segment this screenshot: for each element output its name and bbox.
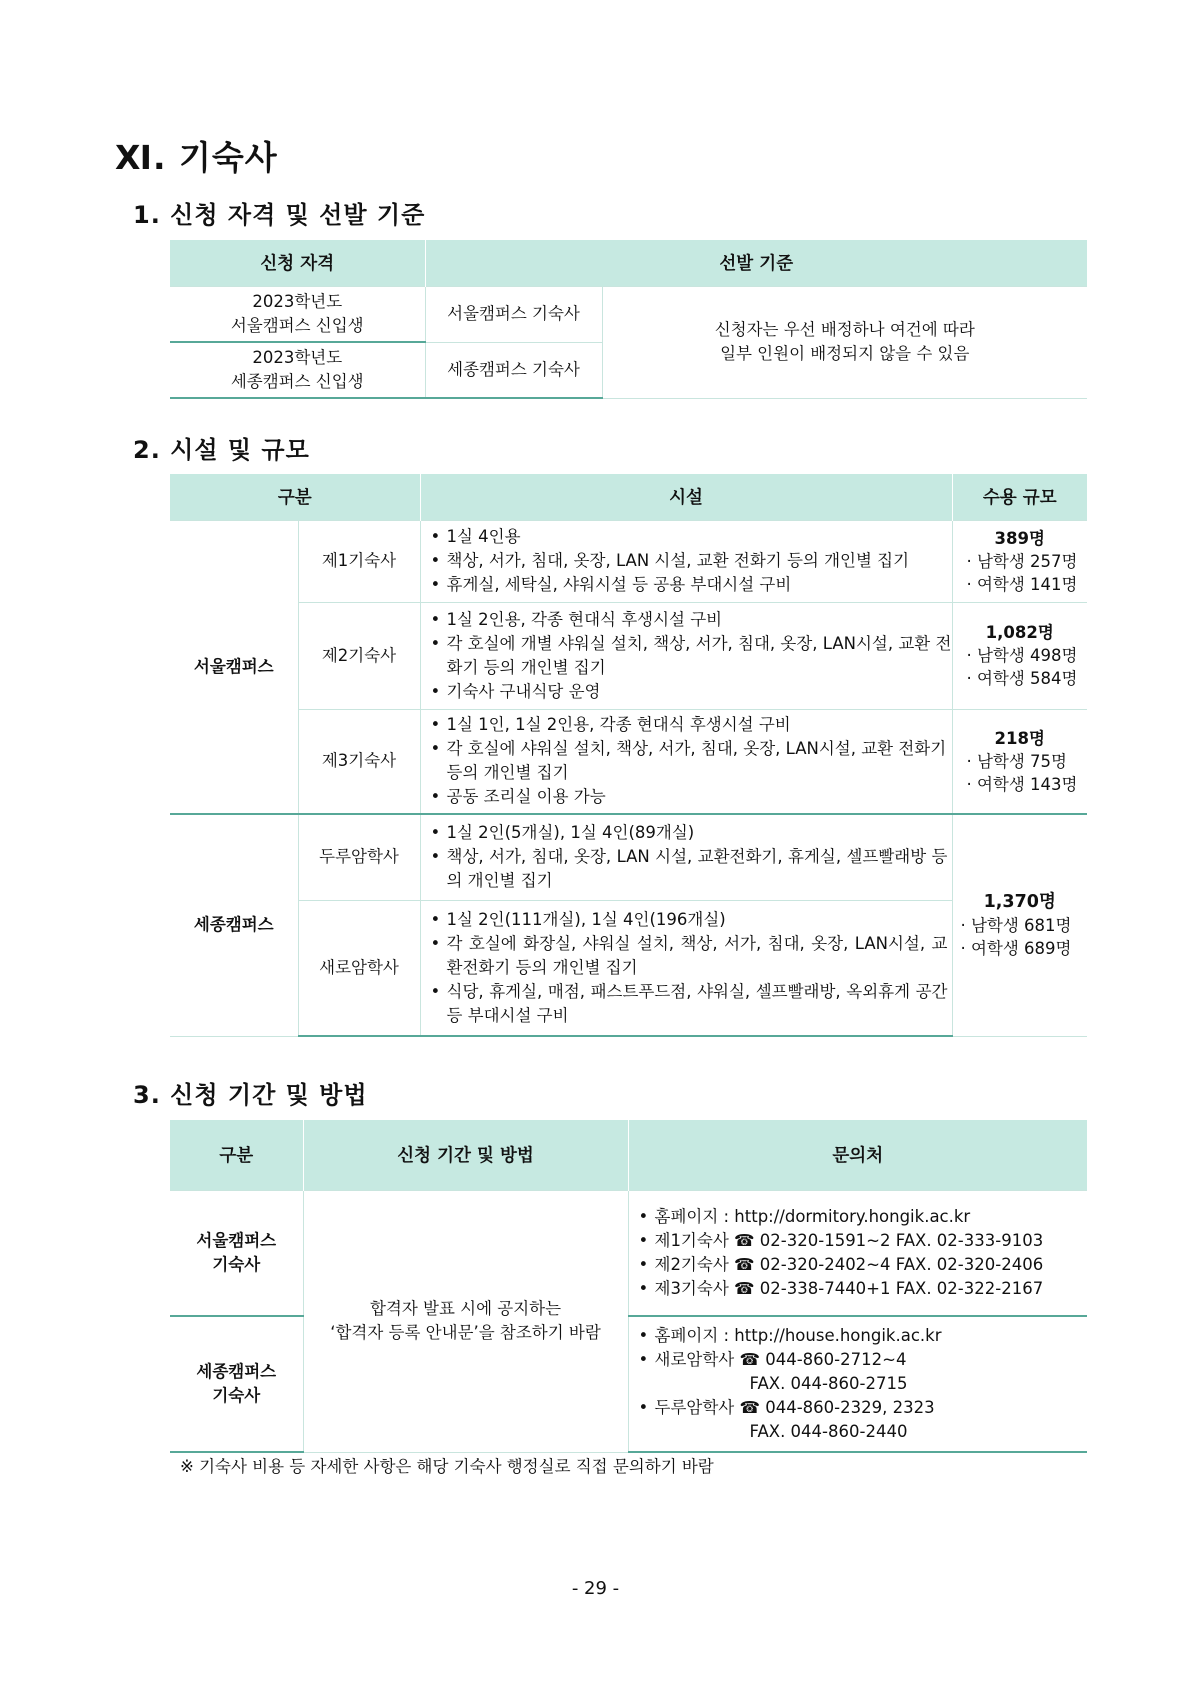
contact-item: • 제3기숙사 ☎ 02-338-7440+1 FAX. 02-322-2167 [637, 1277, 1088, 1301]
method-line: ‘합격자 등록 안내문’을 참조하기 바람 [330, 1323, 601, 1342]
facility-item: • 기숙사 구내식당 운영 [429, 680, 952, 704]
header-eligibility: 신청 자격 [170, 240, 425, 286]
capacity [952, 814, 1087, 1036]
contact-homepage: • 홈페이지 : http://dormitory.hongik.ac.kr [637, 1205, 1088, 1229]
contact-seoul [628, 1190, 1087, 1316]
contact-fax: FAX. 044-860-2715 [749, 1374, 908, 1393]
facility-item: • 1실 4인용 [429, 525, 952, 549]
eligibility-sejong [170, 342, 425, 398]
facility-item: • 1실 2인(5개실), 1실 4인(89개실) [429, 821, 948, 845]
capacity [952, 602, 1087, 709]
contact-item: • 제2기숙사 ☎ 02-320-2402~4 FAX. 02-320-2406 [637, 1253, 1088, 1277]
contact-item: • 제1기숙사 ☎ 02-320-1591~2 FAX. 02-333-9103 [637, 1229, 1088, 1253]
application-method [303, 1190, 628, 1452]
header-facility: 시설 [420, 474, 952, 520]
header-method: 신청 기간 및 방법 [303, 1120, 628, 1190]
capacity-female: · 여학생 141명 [966, 574, 1078, 594]
capacity-female: · 여학생 584명 [966, 669, 1078, 688]
facility-item: • 1실 2인(111개실), 1실 4인(196개실) [429, 908, 948, 932]
facility-item: • 각 호실에 개별 샤워실 설치, 책상, 서가, 침대, 옷장, LAN시설, 교환 전화기 등의 개인별 집기 [429, 632, 952, 680]
contact-phone: 두루암학사 ☎ 044-860-2329, 2323 [654, 1398, 935, 1417]
capacity [952, 520, 1087, 602]
chapter-title: Ⅺ. 기숙사 [115, 138, 278, 177]
facility-item: • 공동 조리실 이용 가능 [429, 785, 952, 809]
eligibility-group: 세종캠퍼스 신입생 [230, 372, 364, 391]
capacity-male: · 남학생 498명 [966, 646, 1078, 665]
facilities-table [170, 474, 1087, 1037]
capacity [952, 709, 1087, 814]
header-category: 구분 [170, 474, 420, 520]
facility-item: • 각 호실에 화장실, 샤워실 설치, 책상, 서가, 침대, 옷장, LAN시설, 교환전화기 등의 개인별 집기 [429, 932, 948, 980]
facility-item: • 책상, 서가, 침대, 옷장, LAN 시설, 교환전화기, 휴게실, 셀프빨래방 등의 개인별 집기 [429, 845, 948, 893]
label-line: 기숙사 [212, 1386, 261, 1405]
label-line: 서울캠퍼스 [196, 1230, 277, 1250]
contact-phone: 새로암학사 ☎ 044-860-2712~4 [654, 1350, 907, 1369]
capacity-female: · 여학생 689명 [960, 939, 1072, 959]
header-category: 구분 [170, 1120, 303, 1190]
dorm-name: 제2기숙사 [298, 602, 420, 709]
dorm-name: 두루암학사 [298, 814, 420, 900]
facility-item: • 1실 1인, 1실 2인용, 각종 현대식 후생시설 구비 [429, 713, 952, 737]
facility-item: • 휴게실, 세탁실, 샤워시설 등 공용 부대시설 구비 [429, 573, 952, 597]
dorm-name: 새로암학사 [298, 900, 420, 1036]
contact-fax: FAX. 044-860-2440 [749, 1422, 908, 1441]
footnote: ※ 기숙사 비용 등 자세한 사항은 해당 기숙사 행정실로 직접 문의하기 바람 [180, 1457, 714, 1476]
dorm-sejong: 세종캠퍼스 기숙사 [425, 342, 602, 398]
contact-sejong [628, 1316, 1087, 1452]
eligibility-seoul [170, 286, 425, 342]
section-title-facilities: 2. 시설 및 규모 [133, 436, 310, 464]
facility-list [420, 709, 952, 814]
facility-item: • 책상, 서가, 침대, 옷장, LAN 시설, 교환 전화기 등의 개인별 집기 [429, 549, 952, 573]
criteria-line: 신청자는 우선 배정하나 여건에 따라 [714, 320, 975, 339]
capacity-female: · 여학생 143명 [966, 774, 1078, 794]
header-capacity: 수용 규모 [952, 474, 1087, 520]
facility-item: • 1실 2인용, 각종 현대식 후생시설 구비 [429, 608, 952, 632]
capacity-total: 1,082명 [985, 623, 1054, 642]
capacity-male: · 남학생 75명 [966, 751, 1067, 771]
eligibility-year: 2023학년도 [252, 348, 343, 367]
capacity-total: 218명 [994, 728, 1045, 748]
facility-list [420, 520, 952, 602]
label-sejong-dorm [170, 1316, 303, 1452]
facility-item: • 식당, 휴게실, 매점, 패스트푸드점, 샤워실, 셀프빨래방, 옥외휴게 공간 등 부대시설 구비 [429, 980, 948, 1028]
eligibility-group: 서울캠퍼스 신입생 [230, 315, 364, 335]
capacity-total: 389명 [994, 528, 1045, 548]
eligibility-year: 2023학년도 [252, 291, 343, 311]
capacity-total: 1,370명 [983, 892, 1056, 913]
dorm-name: 제3기숙사 [298, 709, 420, 814]
contact-item [637, 1396, 1088, 1444]
eligibility-table [170, 240, 1087, 399]
dorm-seoul: 서울캠퍼스 기숙사 [425, 286, 602, 342]
capacity-male: · 남학생 681명 [960, 916, 1072, 936]
section-title-eligibility: 1. 신청 자격 및 선발 기준 [133, 201, 426, 229]
header-contact: 문의처 [628, 1120, 1087, 1190]
campus-seoul: 서울캠퍼스 [170, 520, 298, 814]
facility-list [420, 602, 952, 709]
page-number: - 29 - [571, 1578, 620, 1599]
campus-sejong: 세종캠퍼스 [170, 814, 298, 1036]
header-criteria: 선발 기준 [425, 240, 1087, 286]
criteria-line: 일부 인원이 배정되지 않을 수 있음 [720, 344, 970, 363]
label-line: 기숙사 [212, 1254, 261, 1274]
label-seoul-dorm [170, 1190, 303, 1316]
facility-item: • 각 호실에 샤워실 설치, 책상, 서가, 침대, 옷장, LAN시설, 교환 전화기 등의 개인별 집기 [429, 737, 952, 785]
label-line: 세종캠퍼스 [196, 1362, 277, 1381]
section-title-application: 3. 신청 기간 및 방법 [133, 1081, 368, 1109]
method-line: 합격자 발표 시에 공지하는 [369, 1299, 562, 1318]
capacity-male: · 남학생 257명 [966, 551, 1078, 571]
dorm-name: 제1기숙사 [298, 520, 420, 602]
facility-list [420, 900, 952, 1036]
selection-criteria [602, 286, 1087, 398]
contact-homepage: • 홈페이지 : http://house.hongik.ac.kr [637, 1324, 1088, 1348]
facility-list [420, 814, 952, 900]
contact-item [637, 1348, 1088, 1396]
application-table [170, 1120, 1087, 1453]
